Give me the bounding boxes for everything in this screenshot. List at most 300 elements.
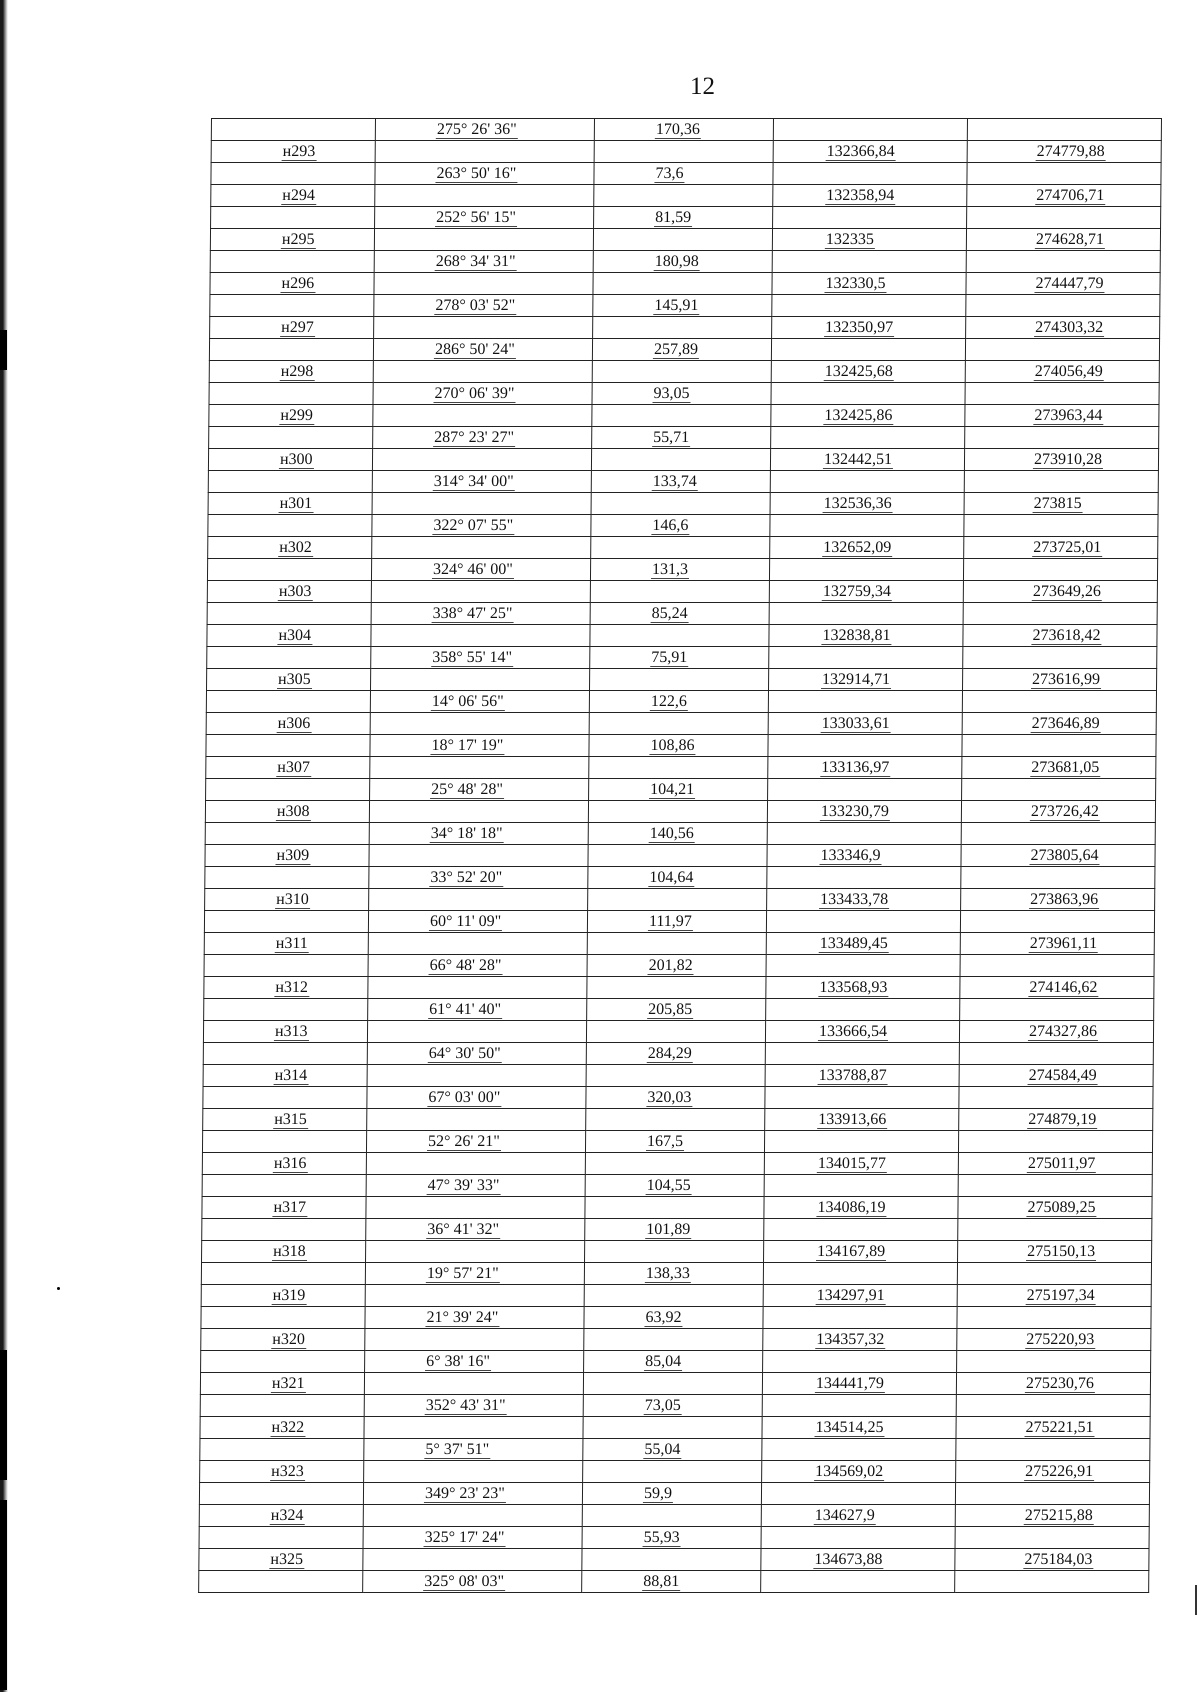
distance-cell [586,1109,765,1131]
y-coordinate-value: 273910,28 [1033,451,1103,468]
distance-value: 55,04 [644,1441,681,1458]
segment-row [211,207,1161,229]
point-row [203,1065,1153,1087]
distance-value: 257,89 [653,341,699,358]
y-coordinate-cell [958,1131,1152,1153]
direction-angle-cell [371,647,590,669]
distance-cell [590,625,769,647]
point-name-value: н299 [280,407,314,424]
distance-cell [593,273,772,295]
x-coordinate-cell [773,119,967,141]
direction-angle-cell [370,757,589,779]
point-name-value: н308 [276,803,310,820]
distance-value: 73,05 [644,1397,681,1414]
distance-cell [592,383,771,405]
y-coordinate-cell [957,1263,1151,1285]
y-coordinate-cell [963,669,1157,691]
distance-cell [584,1351,763,1373]
point-name-value: н323 [271,1463,304,1480]
segment-row [204,955,1154,977]
y-coordinate-cell [964,537,1158,559]
distance-cell [583,1373,762,1395]
distance-cell [594,141,773,163]
x-coordinate-cell [772,295,966,317]
direction-angle-cell [368,933,587,955]
distance-cell [582,1549,761,1571]
point-name-cell [202,1197,366,1219]
point-name-value: н320 [272,1331,305,1348]
point-name-cell [211,119,375,141]
y-coordinate-value: 274447,79 [1035,275,1104,292]
x-coordinate-cell [770,493,964,515]
distance-cell [591,515,770,537]
x-coordinate-cell [766,911,960,933]
coordinates-table-body [199,119,1162,1593]
point-name-value: н304 [278,627,312,644]
direction-angle-value: 21° 39' 24" [426,1309,499,1326]
direction-angle-value: 6° 38' 16" [426,1353,491,1370]
direction-angle-cell [364,1461,583,1483]
distance-value: 63,92 [645,1309,682,1326]
distance-cell [593,295,772,317]
x-coordinate-cell [771,361,965,383]
direction-angle-cell [363,1571,582,1593]
x-coordinate-cell [764,1197,958,1219]
x-coordinate-cell [769,603,963,625]
segment-row [211,119,1161,141]
direction-angle-cell [363,1483,582,1505]
point-name-cell [199,1505,363,1527]
direction-angle-cell [371,559,590,581]
x-coordinate-cell [765,1043,959,1065]
x-coordinate-cell [773,185,967,207]
distance-value: 59,9 [643,1485,673,1502]
point-name-value: н309 [276,847,310,864]
x-coordinate-value: 132366,84 [826,143,895,160]
y-coordinate-cell [956,1461,1150,1483]
distance-cell [593,317,772,339]
x-coordinate-cell [770,515,964,537]
distance-value: 104,21 [650,781,695,798]
direction-angle-cell [374,295,593,317]
x-coordinate-cell [768,713,962,735]
point-name-cell [200,1461,364,1483]
distance-cell [584,1307,763,1329]
x-coordinate-cell [772,317,966,339]
point-name-value: н297 [281,319,314,336]
x-coordinate-cell [769,581,963,603]
x-coordinate-value: 132442,51 [823,451,893,468]
direction-angle-cell [374,251,593,273]
point-name-value: н301 [279,495,313,512]
y-coordinate-cell [965,361,1159,383]
x-coordinate-cell [771,405,965,427]
x-coordinate-value: 134297,91 [816,1287,885,1304]
point-name-cell [199,1549,363,1571]
direction-angle-cell [373,339,592,361]
direction-angle-cell [372,537,591,559]
y-coordinate-cell [958,1241,1152,1263]
y-coordinate-cell [964,449,1158,471]
point-name-cell [207,603,371,625]
direction-angle-cell [366,1175,585,1197]
y-coordinate-value: 275089,25 [1027,1199,1096,1216]
direction-angle-cell [363,1505,582,1527]
y-coordinate-cell [965,339,1159,361]
segment-row [210,295,1160,317]
point-name-cell [209,383,373,405]
y-coordinate-cell [957,1351,1151,1373]
segment-row [199,1527,1149,1549]
direction-angle-cell [374,317,593,339]
y-coordinate-value: 275221,51 [1025,1419,1094,1436]
direction-angle-cell [364,1439,583,1461]
x-coordinate-cell [765,1087,959,1109]
direction-angle-value: 61° 41' 40" [429,1001,502,1018]
point-name-cell [203,1021,367,1043]
distance-cell [586,1043,765,1065]
point-row [208,537,1158,559]
x-coordinate-value: 133913,66 [818,1111,887,1128]
direction-angle-value: 270° 06' 39" [434,385,515,402]
distance-cell [585,1131,764,1153]
x-coordinate-cell [761,1483,955,1505]
x-coordinate-value: 133136,97 [821,759,890,776]
direction-angle-cell [368,999,587,1021]
x-coordinate-cell [763,1329,957,1351]
distance-value: 108,86 [650,737,695,754]
point-name-value: н312 [275,979,309,996]
point-row [210,273,1160,295]
point-name-cell [200,1417,364,1439]
x-coordinate-value: 134627,9 [814,1507,875,1524]
point-name-value: н302 [279,539,312,556]
segment-row [207,647,1157,669]
distance-cell [592,405,771,427]
distance-value: 75,91 [651,649,688,666]
direction-angle-cell [373,427,592,449]
distance-value: 104,55 [646,1177,691,1194]
y-coordinate-cell [960,977,1154,999]
y-coordinate-cell [964,493,1158,515]
y-coordinate-cell [966,229,1160,251]
distance-cell [592,339,771,361]
distance-cell [585,1241,764,1263]
x-coordinate-value: 133433,78 [820,891,889,908]
point-name-cell [207,559,371,581]
point-name-cell [204,977,368,999]
x-coordinate-cell [769,559,963,581]
direction-angle-cell [372,471,591,493]
distance-cell [588,845,767,867]
y-coordinate-cell [958,1153,1152,1175]
segment-row [211,163,1161,185]
x-coordinate-cell [761,1549,955,1571]
direction-angle-cell [366,1153,585,1175]
point-name-cell [209,427,373,449]
point-name-cell [207,647,371,669]
segment-row [208,471,1158,493]
distance-cell [583,1395,762,1417]
point-name-value: н316 [273,1155,307,1172]
direction-angle-cell [373,405,592,427]
point-name-cell [210,251,374,273]
direction-angle-value: 14° 06' 56" [431,693,504,710]
point-name-cell [209,405,373,427]
x-coordinate-cell [769,625,963,647]
x-coordinate-cell [767,867,961,889]
distance-cell [585,1153,764,1175]
point-row [200,1417,1150,1439]
direction-angle-cell [371,603,590,625]
distance-cell [585,1219,764,1241]
direction-angle-cell [365,1307,584,1329]
point-name-cell [205,867,369,889]
x-coordinate-cell [766,955,960,977]
point-name-cell [201,1285,365,1307]
point-name-value: н317 [273,1199,307,1216]
point-name-cell [210,295,374,317]
point-name-cell [200,1439,364,1461]
y-coordinate-cell [960,933,1154,955]
distance-cell [594,185,773,207]
point-row [206,713,1156,735]
point-row [210,317,1160,339]
distance-value: 146,6 [652,517,689,534]
point-name-cell [202,1175,366,1197]
direction-angle-cell [368,977,587,999]
y-coordinate-cell [963,625,1157,647]
direction-angle-value: 25° 48' 28" [431,781,504,798]
point-name-cell [203,1043,367,1065]
direction-angle-cell [364,1395,583,1417]
x-coordinate-cell [762,1395,956,1417]
segment-row [201,1307,1151,1329]
point-name-cell [209,361,373,383]
point-name-value: н307 [277,759,310,776]
y-coordinate-cell [962,779,1156,801]
y-coordinate-value: 275197,34 [1026,1287,1095,1304]
segment-row [209,339,1159,361]
distance-cell [592,361,771,383]
distance-cell [590,559,769,581]
point-name-cell [208,493,372,515]
point-name-cell [206,779,370,801]
y-coordinate-cell [962,735,1156,757]
segment-row [200,1395,1150,1417]
direction-angle-value: 325° 08' 03" [424,1573,505,1590]
y-coordinate-value: 275220,93 [1026,1331,1095,1348]
direction-angle-value: 278° 03' 52" [435,297,516,314]
distance-value: 320,03 [647,1089,692,1106]
point-name-cell [206,713,370,735]
point-row [208,493,1158,515]
distance-cell [589,691,768,713]
y-coordinate-cell [963,603,1157,625]
x-coordinate-cell [773,141,967,163]
distance-value: 131,3 [651,561,689,578]
x-coordinate-value: 132425,86 [824,407,893,424]
y-coordinate-value: 274584,49 [1028,1067,1097,1084]
distance-value: 85,04 [645,1353,682,1370]
page-number: 12 [690,73,715,100]
direction-angle-value: 33° 52' 20" [430,869,503,886]
x-coordinate-value: 134357,32 [816,1331,885,1348]
point-row [208,449,1158,471]
distance-value: 55,71 [653,429,690,446]
point-name-value: н324 [270,1507,304,1524]
y-coordinate-cell [961,845,1155,867]
direction-angle-cell [366,1241,585,1263]
direction-angle-cell [363,1549,582,1571]
distance-cell [584,1329,763,1351]
x-coordinate-cell [762,1417,956,1439]
direction-angle-value: 275° 26' 36" [436,121,517,138]
scan-mark [0,1350,7,1480]
distance-value: 122,6 [650,693,687,710]
point-name-cell [203,1109,367,1131]
point-row [201,1329,1151,1351]
point-name-value: н295 [281,231,315,248]
x-coordinate-cell [771,383,965,405]
x-coordinate-value: 133230,79 [820,803,890,820]
y-coordinate-value: 274327,86 [1028,1023,1098,1040]
x-coordinate-cell [764,1241,958,1263]
segment-row [206,779,1156,801]
scan-mark-right [1195,1585,1197,1615]
point-name-cell [207,581,371,603]
segment-row [206,735,1156,757]
segment-row [201,1351,1151,1373]
y-coordinate-cell [955,1483,1149,1505]
distance-cell [585,1175,764,1197]
distance-value: 93,05 [653,385,690,402]
distance-cell [586,1065,765,1087]
distance-value: 73,6 [655,165,684,182]
direction-angle-cell [372,449,591,471]
distance-cell [583,1439,762,1461]
point-row [205,889,1155,911]
distance-cell [586,1087,765,1109]
distance-value: 180,98 [654,253,699,270]
point-name-value: н315 [274,1111,307,1128]
segment-row [200,1439,1150,1461]
y-coordinate-cell [956,1417,1150,1439]
distance-cell [593,229,772,251]
direction-angle-cell [371,581,590,603]
direction-angle-cell [367,1065,586,1087]
direction-angle-cell [373,361,592,383]
direction-angle-cell [364,1373,583,1395]
segment-row [208,515,1158,537]
direction-angle-cell [367,1021,586,1043]
direction-angle-value: 19° 57' 21" [426,1265,499,1282]
point-row [209,361,1159,383]
segment-row [204,911,1154,933]
scan-speck [57,1287,60,1290]
distance-cell [588,867,767,889]
direction-angle-value: 263° 50' 16" [436,165,517,182]
segment-row [202,1219,1152,1241]
y-coordinate-cell [959,1087,1153,1109]
direction-angle-value: 5° 37' 51" [425,1441,490,1458]
distance-cell [587,911,766,933]
point-name-cell [203,1065,367,1087]
distance-cell [590,581,769,603]
y-coordinate-cell [962,713,1156,735]
point-name-cell [200,1395,364,1417]
distance-cell [593,251,772,273]
point-name-value: н294 [282,187,315,204]
distance-value: 284,29 [647,1045,692,1062]
distance-cell [590,669,769,691]
point-row [200,1373,1150,1395]
x-coordinate-cell [768,735,962,757]
direction-angle-cell [371,625,590,647]
x-coordinate-value: 133346,9 [820,847,881,864]
x-coordinate-cell [768,757,962,779]
x-coordinate-cell [770,449,964,471]
y-coordinate-cell [966,251,1160,273]
distance-cell [591,493,770,515]
point-name-cell [202,1241,366,1263]
direction-angle-value: 286° 50' 24" [434,341,515,358]
point-name-cell [204,933,368,955]
y-coordinate-cell [960,999,1154,1021]
y-coordinate-value: 275011,97 [1027,1155,1096,1172]
distance-cell [584,1263,763,1285]
y-coordinate-cell [959,1021,1153,1043]
distance-value: 170,36 [655,121,700,138]
point-name-value: н311 [275,935,308,952]
direction-angle-value: 36° 41' 32" [427,1221,500,1238]
direction-angle-value: 324° 46' 00" [432,561,513,578]
direction-angle-cell [369,823,588,845]
point-row [205,845,1155,867]
x-coordinate-value: 132838,81 [822,627,891,644]
segment-row [209,383,1159,405]
segment-row [205,867,1155,889]
point-name-cell [210,317,374,339]
segment-row [207,559,1157,581]
distance-value: 145,91 [654,297,699,314]
distance-value: 85,24 [651,605,688,622]
direction-angle-value: 322° 07' 55" [433,517,514,534]
distance-value: 101,89 [646,1221,691,1238]
point-row [199,1549,1149,1571]
y-coordinate-cell [959,1109,1153,1131]
point-name-cell [205,845,369,867]
y-coordinate-value: 275230,76 [1025,1375,1095,1392]
direction-angle-value: 314° 34' 00" [433,473,514,490]
direction-angle-cell [368,955,587,977]
x-coordinate-cell [765,1065,959,1087]
y-coordinate-value: 275215,88 [1024,1507,1093,1524]
direction-angle-cell [367,1109,586,1131]
direction-angle-cell [371,669,590,691]
x-coordinate-cell [763,1351,957,1373]
y-coordinate-cell [961,867,1155,889]
direction-angle-cell [365,1329,584,1351]
direction-angle-value: 358° 55' 14" [432,649,513,666]
x-coordinate-value: 132330,5 [825,275,886,292]
direction-angle-cell [367,1043,586,1065]
y-coordinate-cell [955,1527,1149,1549]
direction-angle-cell [373,383,592,405]
point-name-value: н305 [278,671,311,688]
point-name-cell [208,449,372,471]
direction-angle-cell [369,867,588,889]
